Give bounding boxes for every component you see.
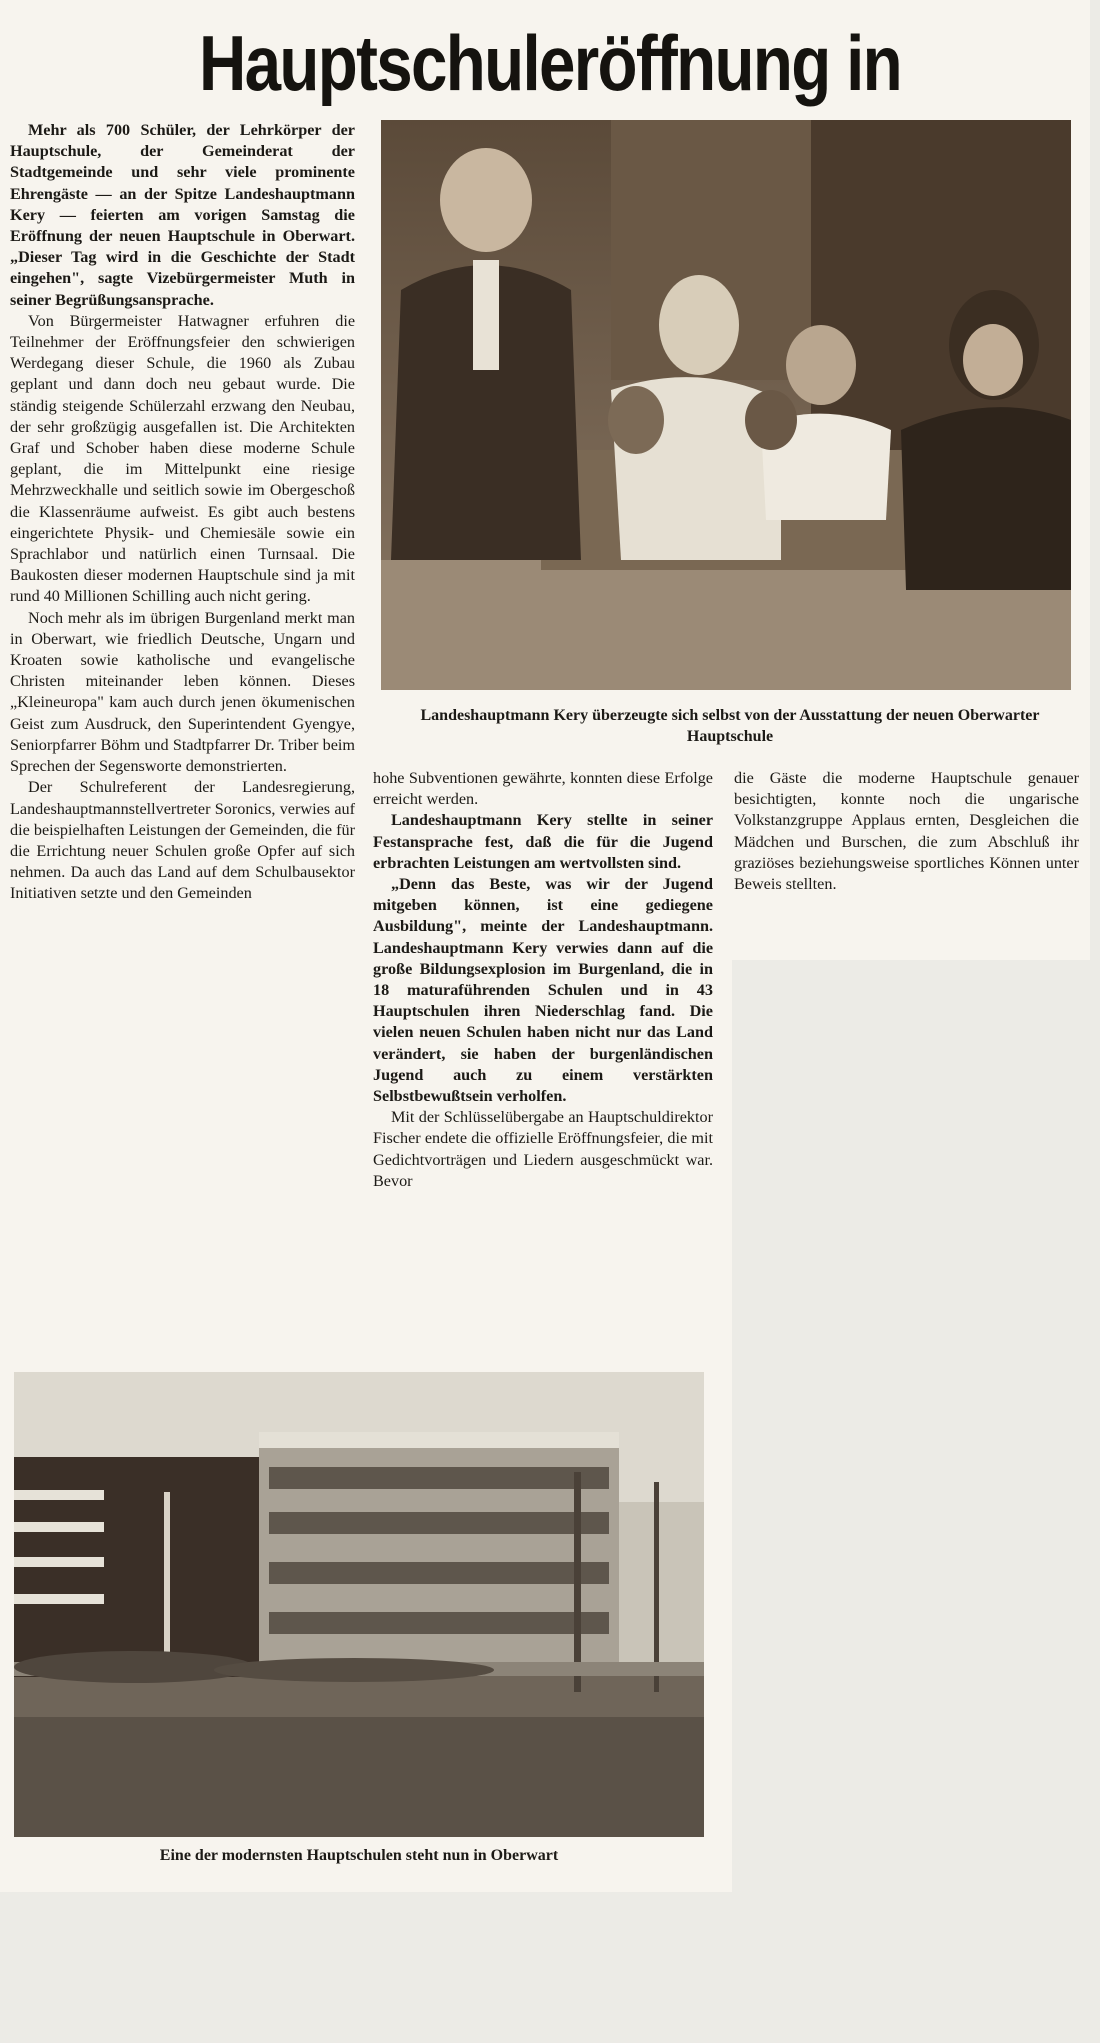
article-paragraph-bold: „Denn das Beste, was wir der Jugend mitgeben können, ist eine gediegene Ausbildung", meinte der Landeshauptmann. Landeshauptmann Kery verwies dann auf die große Bildungsexplosion im Burgenland, die in 18 maturaführenden Schulen und in 43 Hauptschulen ihren Niederschlag fand. Die vielen neuen Schulen haben nicht nur das Land verändert, sie haben der burgenländischen Jugend auch zu einem verstärkten Selbstbewußtsein verholfen. <box>373 875 713 1106</box>
photo-caption-top: Landeshauptmann Kery überzeugte sich selbst von der Ausstattung der neuen Oberwarter Hauptschule <box>420 707 1040 745</box>
headline: Hauptschuleröffnung in <box>199 19 901 107</box>
article-paragraph: Noch mehr als im übrigen Burgenland merkt man in Oberwart, wie friedlich Deutsche, Ungarn und Kroaten sowie katholische und evangelische Christen miteinander leben können. Dieses „Kleineuropa" kam auch durch jenen ökumenischen Geist zum Ausdruck, den Superintendent Gyengye, Seniorpfarrer Böhm und Stadtpfarrer Dr. Triber beim Sprechen der Segensworte demonstrierten. <box>10 608 355 776</box>
lead-paragraph: Mehr als 700 Schüler, der Lehrkörper der Hauptschule, der Gemeinderat der Stadtgemeinde und sehr viele prominente Ehrengäste — an der Spitze Landeshauptmann Kery — feierten am vorigen Samstag die Eröffnung der neuen Hauptschule in Oberwart. „Dieser Tag wird in die Geschichte der Stadt eingehen", sagte Vizebürgermeister Muth in seiner Begrüßungsansprache. <box>10 121 355 309</box>
article-column-1 <box>10 120 355 905</box>
article-column-2 <box>373 768 713 1192</box>
article-paragraph: Der Schulreferent der Landesregierung, Landeshauptmannstellvertreter Soronics, verwies auf die beispielhaften Leistungen der Gemeinden, die für die Errichtung neuer Schulen große Opfer auf sich nehmen. Da auch das Land auf dem Schulbausektor Initiativen setzte und den Gemeinden <box>10 778 355 903</box>
photo-caption-bottom: Eine der modernsten Hauptschulen steht nun in Oberwart <box>159 1847 559 1864</box>
article-column-3 <box>734 768 1079 895</box>
article-paragraph: die Gäste die moderne Hauptschule genauer besichtigten, konnte noch die ungarische Volkstanzgruppe Applaus ernten, Desgleichen die Mädchen und Burschen, die zum Abschluß ihr graziöses beziehungsweise sportliches Können unter Beweis stellten. <box>734 769 1079 894</box>
article-paragraph: Mit der Schlüsselübergabe an Hauptschuldirektor Fischer endete die offizielle Eröffnungsfeier, die mit Gedichtvorträgen und Liedern ausgeschmückt war. Bevor <box>373 1108 713 1190</box>
article-paragraph: hohe Subventionen gewährte, konnten diese Erfolge erreicht werden. <box>373 769 713 809</box>
photo-classroom-visit <box>381 120 1071 690</box>
article-paragraph: Von Bürgermeister Hatwagner erfuhren die Teilnehmer der Eröffnungsfeier den schwierigen Werdegang dieser Schule, die 1960 als Zubau geplant und dann doch neu gebaut wurde. Die ständig steigende Schülerzahl erzwang den Neubau, der sehr großzügig ausgefallen ist. Die Architekten Graf und Schober haben diese moderne Schule geplant, die im Mittelpunkt eine riesige Mehrzweckhalle und seitlich sowie im Obergeschoß die Klassenräume aufweist. Es gibt auch bestens eingerichtete Physik- und Chemiesäle sowie ein Sprachlabor und natürlich einen Turnsaal. Die Baukosten dieser modernen Hauptschule sind ja mit rund 40 Millionen Schilling auch nicht gering. <box>10 311 355 606</box>
photo-school-building <box>14 1372 704 1837</box>
article-paragraph-bold: Landeshauptmann Kery stellte in seiner Festansprache fest, daß die für die Jugend erbrachten Leistungen am wertvollsten sind. <box>373 811 713 872</box>
blank-area <box>732 960 1090 1892</box>
